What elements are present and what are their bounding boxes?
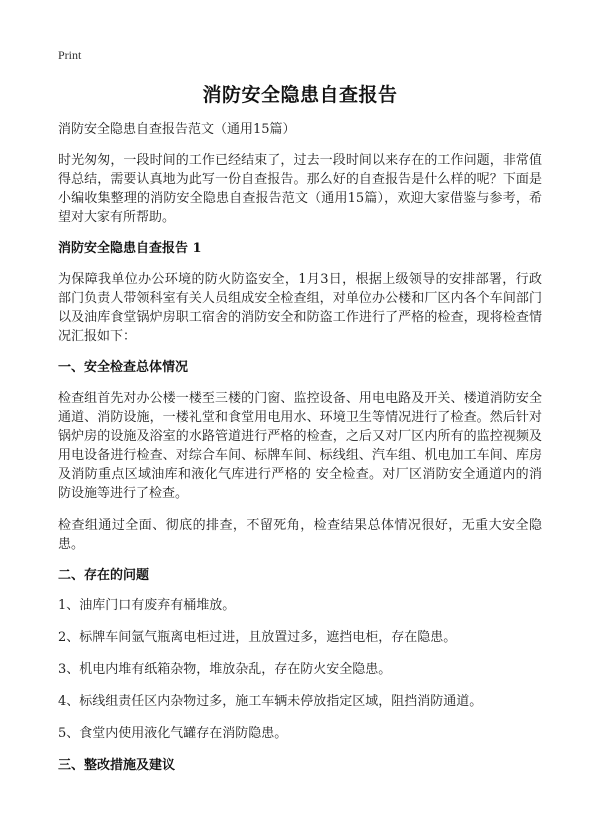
document-body [58, 121, 542, 787]
document-subtitle: 消防安全隐患自查报告范文（通用15篇） [58, 122, 296, 137]
intro-paragraph: 时光匆匆，一段时间的工作已经结束了，过去一段时间以来存在的工作问题，非常值得总结，需要认真地为此写一份自查报告。那么好的自查报告是什么样的呢？下面是小编收集整理的消防安全隐患自查报告范文（通用15篇），欢迎大家借鉴与参考，希望对大家有所帮助。 [58, 153, 542, 225]
section-heading-issues: 二、存在的问题 [58, 568, 150, 583]
section-heading-overview: 一、安全检查总体情况 [58, 360, 189, 375]
report-heading: 消防安全隐患自查报告 1 [58, 241, 202, 256]
list-item: 2、标牌车间氩气瓶离电柜过进，且放置过多，遮挡电柜，存在隐患。 [58, 630, 457, 645]
list-item: 5、食堂内使用液化气罐存在消防隐患。 [58, 726, 288, 741]
overview-paragraph-1: 检查组首先对办公楼一楼至三楼的门窗、监控设备、用电电路及开关、楼道消防安全通道、消防设施，一楼礼堂和食堂用电用水、环境卫生等情况进行了检查。然后针对锅炉房的设施及浴室的水路管道进行严格的检查，之后又对厂区内所有的监控视频及用电设备进行检查、对综合车间、标牌车间、标线组、汽车组、机电加工车间、库房及消防重点区域油库和液化气库进行严格的 安全检查。对厂区消防安全通道内的消防设施等进行了检查。 [58, 391, 542, 501]
list-item: 1、油库门口有废弃有桶堆放。 [58, 598, 236, 613]
print-link[interactable]: Print [58, 48, 82, 62]
page-title: 消防安全隐患自查报告 [202, 84, 398, 106]
list-item: 4、标线组责任区内杂物过多，施工车辆未停放指定区域，阻挡消防通道。 [58, 694, 483, 709]
overview-paragraph-2: 检查组通过全面、彻底的排查，不留死角，检查结果总体情况很好，无重大安全隐患。 [58, 518, 542, 552]
report-intro-paragraph: 为保障我单位办公环境的防火防盗安全，1月3日，根据上级领导的安排部署，行政部门负责人带领科室有关人员组成安全检查组，对单位办公楼和厂区内各个车间部门以及油库食堂锅炉房职工宿舍的消防安全和防盗工作进行了严格的检查，现将检查情况汇报如下： [58, 272, 542, 344]
section-heading-measures: 三、整改措施及建议 [58, 758, 176, 773]
issues-list [58, 597, 542, 743]
list-item: 3、机电内堆有纸箱杂物，堆放杂乱，存在防火安全隐患。 [58, 662, 392, 677]
